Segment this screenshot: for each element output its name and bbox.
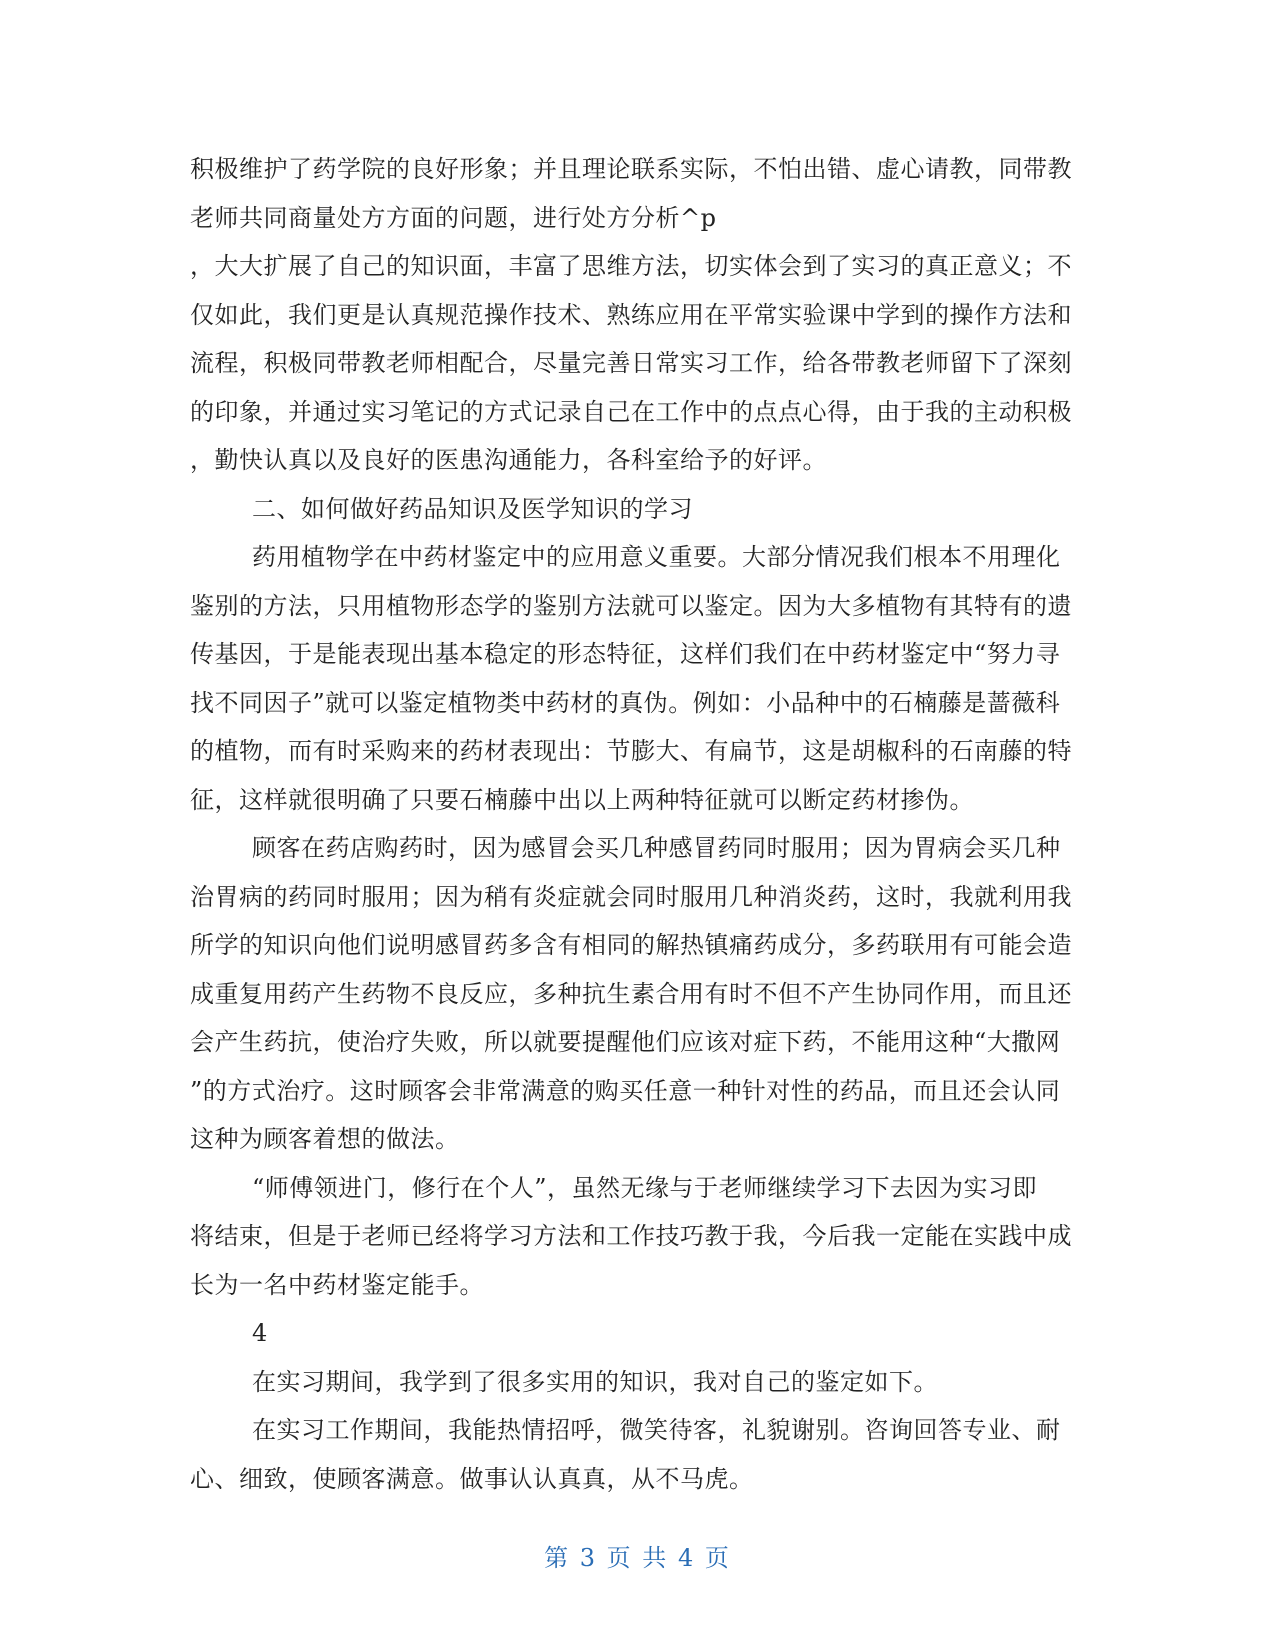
text-line: 药用植物学在中药材鉴定中的应用意义重要。大部分情况我们根本不用理化 <box>252 543 1061 571</box>
page-footer <box>0 1538 1275 1573</box>
text-line: 鉴别的方法，只用植物形态学的鉴别方法就可以鉴定。因为大多植物有其特有的遗 <box>190 591 1072 620</box>
text-line: 治胃病的药同时服用；因为稍有炎症就会同时服用几种消炎药，这时，我就利用我 <box>190 882 1072 911</box>
text-line: 传基因，于是能表现出基本稳定的形态特征，这样们我们在中药材鉴定中“努力寻 <box>190 640 1061 668</box>
text-line: 积极维护了药学院的良好形象；并且理论联系实际，不怕出错、虚心请教，同带教 <box>190 155 1072 183</box>
text-line: 流程，积极同带教老师相配合，尽量完善日常实习工作，给各带教老师留下了深刻 <box>190 349 1072 377</box>
text-line: 顾客在药店购药时，因为感冒会买几种感冒药同时服用；因为胃病会买几种 <box>252 834 1061 862</box>
text-line: 的植物，而有时采购来的药材表现出：节膨大、有扁节，这是胡椒科的石南藤的特 <box>190 737 1072 765</box>
text-line: 成重复用药产生药物不良反应，多种抗生素合用有时不但不产生协同作用，而且还 <box>190 979 1072 1008</box>
document-body <box>190 145 1090 1503</box>
text-line: “师傅领进门，修行在个人”，虽然无缘与于老师继续学习下去因为实习即 <box>252 1173 1038 1202</box>
text-line: ”的方式治疗。这时顾客会非常满意的购买任意一种针对性的药品，而且还会认同 <box>190 1076 1061 1105</box>
text-line: 这种为顾客着想的做法。 <box>190 1125 460 1153</box>
text-line: ，大大扩展了自己的知识面，丰富了思维方法，切实体会到了实习的真正意义；不 <box>190 252 1072 280</box>
text-line: 在实习期间，我学到了很多实用的知识，我对自己的鉴定如下。 <box>252 1367 938 1396</box>
text-line: 老师共同商量处方方面的问题，进行处方分析^p <box>190 203 717 232</box>
text-line: 仅如此，我们更是认真规范操作技术、熟练应用在平常实验课中学到的操作方法和 <box>190 300 1072 329</box>
text-line: 长为一名中药材鉴定能手。 <box>190 1270 484 1299</box>
text-line: ，勤快认真以及良好的医患沟通能力，各科室给予的好评。 <box>190 446 827 474</box>
text-line: 4 <box>252 1319 268 1347</box>
page-number-label: 第 3 页 共 4 页 <box>544 1544 731 1572</box>
text-line: 在实习工作期间，我能热情招呼，微笑待客，礼貌谢别。咨询回答专业、耐 <box>252 1416 1061 1444</box>
text-line: 将结束，但是于老师已经将学习方法和工作技巧教于我，今后我一定能在实践中成 <box>190 1222 1072 1250</box>
text-line: 征，这样就很明确了只要石楠藤中出以上两种特征就可以断定药材掺伪。 <box>190 785 974 814</box>
text-line: 二、如何做好药品知识及医学知识的学习 <box>252 494 693 523</box>
text-line: 会产生药抗，使治疗失败，所以就要提醒他们应该对症下药，不能用这种“大撒网 <box>190 1028 1061 1056</box>
text-line: 找不同因子”就可以鉴定植物类中药材的真伪。例如：小品种中的石楠藤是蔷薇科 <box>190 688 1061 717</box>
text-line: 心、细致，使顾客满意。做事认认真真，从不马虎。 <box>190 1464 754 1493</box>
text-line: 的印象，并通过实习笔记的方式记录自己在工作中的点点心得，由于我的主动积极 <box>190 397 1072 426</box>
text-line: 所学的知识向他们说明感冒药多含有相同的解热镇痛药成分，多药联用有可能会造 <box>190 931 1072 959</box>
